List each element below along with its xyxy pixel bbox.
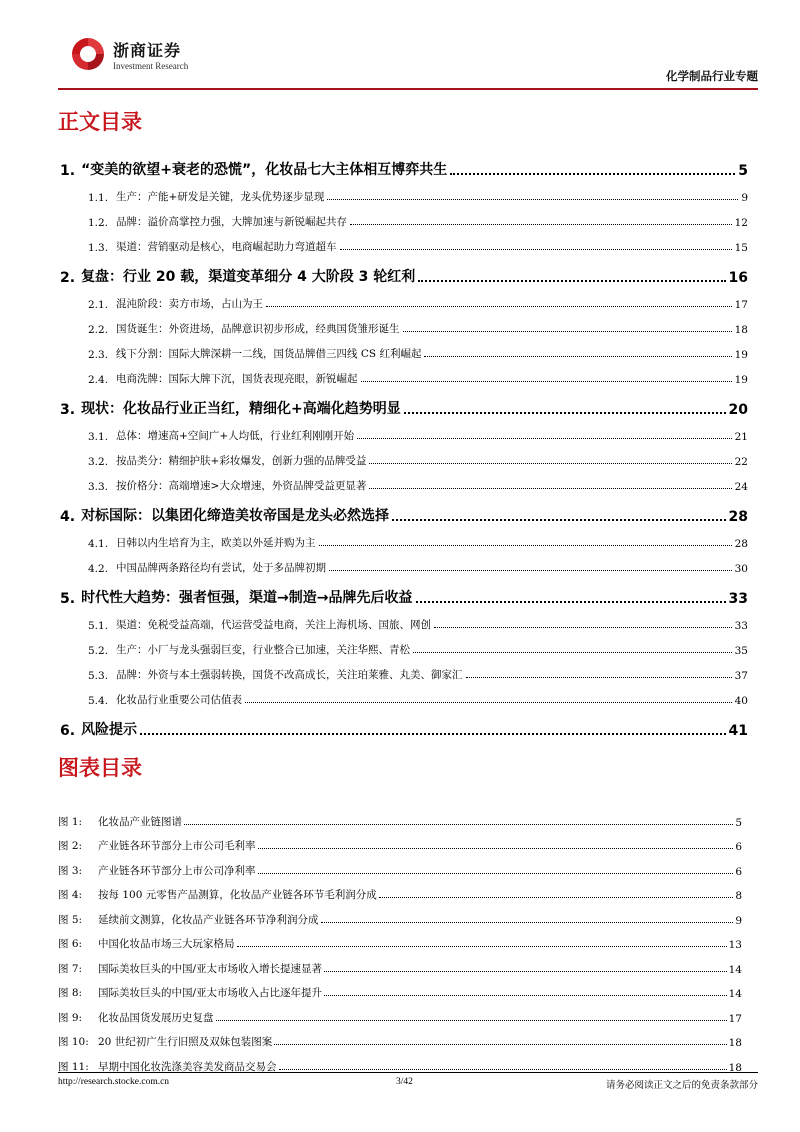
toc-entry-page: 12 (734, 217, 748, 229)
figure-label: 图 11: (58, 1060, 89, 1073)
figure-text: 国际美妆巨头的中国/亚太市场收入占比逐年提升 (98, 987, 323, 999)
toc-entry-text: 生产：小厂与龙头强弱巨变，行业整合已加速，关注华熙、青松 (116, 644, 411, 656)
toc-entry[interactable]: 1. “变美的欲望+衰老的恐慌”，化妆品七大主体相互博弈共生 5 (58, 147, 748, 179)
figure-entry[interactable] (58, 878, 742, 903)
toc-entry-text: 日韩以内生培育为主，欧美以外延并购为主 (116, 537, 316, 549)
toc-entry-page: 18 (734, 324, 748, 336)
figure-page: 14 (728, 963, 742, 976)
toc-entry-text: 渠道：免税受益高端，代运营受益电商，关注上海机场、国旅、网创 (116, 619, 432, 631)
toc-entry-page: 19 (734, 374, 748, 386)
toc-entry-text: 渠道：营销驱动是核心，电商崛起助力弯道超车 (116, 241, 337, 253)
toc-entry[interactable]: 3.1. 总体：增速高+空间广+人均低，行业红利刚刚开始 21 (88, 430, 748, 443)
figure-text: 延续前文测算，化妆品产业链各环节净利润分成 (98, 913, 319, 926)
toc-entry-page: 37 (734, 670, 748, 682)
toc-entry-page: 5 (738, 163, 748, 179)
toc-entry[interactable]: 4. 对标国际：以集团化缔造美妆帝国是龙头必然选择 28 (58, 493, 748, 525)
toc-entry-text: 品牌：外资与本土强弱转换，国货不改高成长，关注珀莱雅、丸美、御家汇 (116, 669, 463, 681)
footer-disclaimer: 请务必阅读正文之后的免责条款部分 (605, 1080, 758, 1091)
toc-entry[interactable]: 3.3. 按价格分：高端增速>大众增速，外资品牌受益更显著 24 (88, 480, 748, 493)
figure-entry[interactable] (58, 927, 742, 952)
figure-page: 5 (735, 816, 742, 829)
figure-label: 图 5: (58, 913, 83, 926)
figure-label: 图 1: (58, 815, 83, 828)
figure-entry[interactable] (58, 804, 742, 829)
figure-page: 6 (735, 865, 742, 878)
toc-entry[interactable]: 3.2. 按品类分：精细护肤+彩妆爆发，创新力强的品牌受益 22 (88, 455, 748, 468)
brand-name-cn: 浙商证券 (113, 41, 182, 60)
toc-entry-text: 中国品牌两条路径均有尝试，处于多品牌初期 (116, 562, 327, 574)
toc-entry-text: 风险提示 (81, 722, 138, 738)
toc-entry[interactable]: 1.1. 生产：产能+研发是关键，龙头优势逐步显现 9 (88, 191, 748, 204)
figure-page: 18 (728, 1061, 742, 1074)
toc-entry-text: 对标国际：以集团化缔造美妆帝国是龙头必然选择 (81, 508, 390, 524)
toc-entry-text: 国货诞生：外资进场，品牌意识初步形成，经典国货雏形诞生 (116, 323, 400, 335)
toc-entry-page: 40 (734, 695, 748, 707)
toc-entry[interactable]: 2. 复盘：行业 20 载，渠道变革细分 4 大阶段 3 轮红利 16 (58, 254, 748, 286)
figure-text: 化妆品国货发展历史复盘 (98, 1011, 214, 1024)
toc-entry-text: 线下分割：国际大牌深耕一二线，国货品牌借三四线 CS 红利崛起 (116, 348, 422, 360)
figure-entry[interactable] (58, 829, 742, 854)
figure-text: 按每 100 元零售产品测算，化妆品产业链各环节毛利润分成 (98, 889, 377, 901)
figure-text: 化妆品产业链图谱 (98, 815, 182, 828)
toc-entry[interactable]: 2.1. 混沌阶段：卖方市场，占山为王 17 (88, 298, 748, 311)
figure-list-title: 图表目录 (58, 756, 142, 780)
toc-entry-page: 20 (728, 402, 748, 418)
page-footer (58, 1072, 758, 1093)
toc-entry-page: 17 (734, 299, 748, 311)
toc-list (58, 147, 748, 739)
figure-text: 国际美妆巨头的中国/亚太市场收入增长提速显著 (98, 962, 323, 975)
figure-page: 6 (735, 841, 742, 853)
toc-entry-page: 16 (728, 270, 748, 286)
footer-url[interactable]: http://research.stocke.com.cn (58, 1077, 170, 1087)
figure-label: 图 7: (58, 962, 83, 975)
toc-entry-text: 混沌阶段：卖方市场，占山为王 (116, 298, 264, 310)
figure-entry[interactable] (58, 951, 742, 976)
zheshang-logo-icon (68, 34, 108, 74)
toc-entry-text: “变美的欲望+衰老的恐慌”，化妆品七大主体相互博弈共生 (81, 162, 448, 178)
toc-entry-text: 复盘：行业 20 载，渠道变革细分 4 大阶段 3 轮红利 (81, 269, 416, 285)
figure-label: 图 3: (58, 864, 83, 877)
figure-label: 图 9: (58, 1011, 83, 1024)
toc-entry-page: 33 (734, 620, 748, 632)
figure-entry[interactable] (58, 1025, 742, 1050)
toc-entry[interactable]: 4.2. 中国品牌两条路径均有尝试，处于多品牌初期 30 (88, 562, 748, 575)
toc-entry[interactable]: 5.4. 化妆品行业重要公司估值表 40 (88, 694, 748, 707)
toc-entry-page: 15 (734, 242, 748, 254)
figure-entry[interactable] (58, 1049, 742, 1074)
toc-entry-page: 19 (734, 349, 748, 361)
toc-entry[interactable]: 6. 风险提示 41 (58, 707, 748, 739)
figure-label: 图 2: (58, 840, 83, 852)
toc-entry-page: 28 (728, 509, 748, 525)
toc-entry-page: 22 (734, 456, 748, 468)
brand-name-en: Investment Research (113, 61, 189, 71)
figure-page: 9 (735, 914, 742, 927)
toc-entry-page: 33 (728, 591, 748, 607)
figure-entry[interactable] (58, 976, 742, 1001)
page-header (58, 30, 758, 92)
figure-text: 中国化妆品市场三大玩家格局 (98, 938, 235, 950)
toc-entry[interactable]: 1.2. 品牌：溢价高掌控力强，大牌加速与新锐崛起共存 12 (88, 216, 748, 229)
toc-entry-text: 时代性大趋势：强者恒强，渠道→制造→品牌先后收益 (81, 590, 413, 606)
figure-entry[interactable] (58, 853, 742, 878)
toc-entry[interactable]: 2.4. 电商洗牌：国际大牌下沉，国货表现亮眼，新锐崛起 19 (88, 373, 748, 386)
toc-entry-text: 现状：化妆品行业正当红，精细化+高端化趋势明显 (81, 401, 401, 417)
toc-entry[interactable]: 3. 现状：化妆品行业正当红，精细化+高端化趋势明显 20 (58, 386, 748, 418)
footer-page-number: 3/42 (396, 1077, 413, 1087)
toc-entry[interactable]: 1.3. 渠道：营销驱动是核心，电商崛起助力弯道超车 15 (88, 241, 748, 254)
figure-page: 18 (728, 1037, 742, 1049)
figure-text: 产业链各环节部分上市公司毛利率 (98, 840, 256, 852)
toc-entry[interactable]: 5.3. 品牌：外资与本土强弱转换，国货不改高成长，关注珀莱雅、丸美、御家汇 37 (88, 669, 748, 682)
toc-entry-page: 35 (734, 645, 748, 657)
figure-page: 13 (728, 939, 742, 951)
toc-entry-page: 9 (741, 192, 748, 204)
toc-entry-text: 按品类分：精细护肤+彩妆爆发，创新力强的品牌受益 (116, 455, 367, 467)
figure-text: 产业链各环节部分上市公司净利率 (98, 864, 256, 877)
figure-text: 20 世纪初广生行旧照及双妹包装图案 (98, 1036, 273, 1048)
toc-entry[interactable]: 2.2. 国货诞生：外资进场，品牌意识初步形成，经典国货雏形诞生 18 (88, 323, 748, 336)
figure-list (58, 804, 742, 1074)
figure-label: 图 10: (58, 1036, 89, 1048)
figure-label: 图 4: (58, 889, 83, 901)
toc-entry[interactable]: 4.1. 日韩以内生培育为主，欧美以外延并购为主 28 (88, 537, 748, 550)
toc-entry-page: 41 (728, 723, 748, 739)
figure-entry[interactable] (58, 902, 742, 927)
figure-text: 早期中国化妆洗涤美容美发商品交易会 (98, 1060, 277, 1073)
figure-page: 17 (728, 1012, 742, 1025)
header-rule (58, 88, 758, 90)
toc-entry-page: 28 (734, 538, 748, 550)
toc-entry-text: 按价格分：高端增速>大众增速，外资品牌受益更显著 (116, 480, 367, 492)
toc-entry-text: 生产：产能+研发是关键，龙头优势逐步显现 (116, 191, 325, 203)
toc-entry-page: 21 (734, 431, 748, 443)
toc-entry[interactable]: 5.1. 渠道：免税受益高端，代运营受益电商，关注上海机场、国旅、网创 33 (88, 619, 748, 632)
toc-title: 正文目录 (58, 110, 142, 134)
toc-entry-page: 30 (734, 563, 748, 575)
toc-entry[interactable]: 2.3. 线下分割：国际大牌深耕一二线，国货品牌借三四线 CS 红利崛起 19 (88, 348, 748, 361)
toc-entry[interactable]: 5. 时代性大趋势：强者恒强，渠道→制造→品牌先后收益 33 (58, 575, 748, 607)
figure-page: 14 (728, 988, 742, 1000)
report-type: 化学制品行业专题 (666, 69, 758, 83)
toc-entry[interactable]: 5.2. 生产：小厂与龙头强弱巨变，行业整合已加速，关注华熙、青松 35 (88, 644, 748, 657)
figure-page: 8 (735, 890, 742, 902)
figure-label: 图 6: (58, 938, 83, 950)
figure-entry[interactable] (58, 1000, 742, 1025)
toc-entry-page: 24 (734, 481, 748, 493)
toc-entry-text: 电商洗牌：国际大牌下沉，国货表现亮眼，新锐崛起 (116, 373, 358, 385)
figure-label: 图 8: (58, 987, 83, 999)
toc-entry-text: 品牌：溢价高掌控力强，大牌加速与新锐崛起共存 (116, 216, 348, 228)
toc-entry-text: 化妆品行业重要公司估值表 (116, 694, 243, 706)
toc-entry-text: 总体：增速高+空间广+人均低，行业红利刚刚开始 (116, 430, 355, 442)
